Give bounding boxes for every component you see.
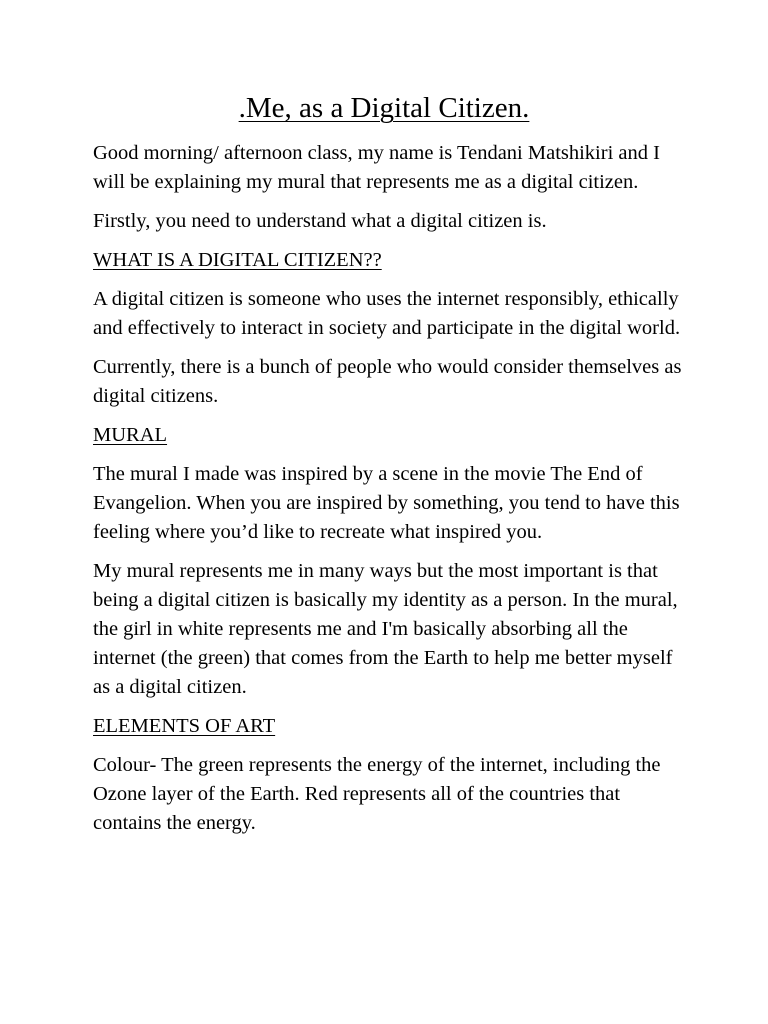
paragraph-mural-meaning: My mural represents me in many ways but the most important is that being a digital citizen is basically my identity as a person. In the mural, the girl in white represents me and I'm basically absorbing all the internet (the green) that comes from the Earth to help me better myself as a digital citizen. [93, 560, 678, 698]
document-title: .Me, as a Digital Citizen. [238, 92, 530, 124]
paragraph-intro: Good morning/ afternoon class, my name is Tendani Matshikiri and I will be explaining my mural that represents me as a digital citizen. [93, 142, 660, 193]
paragraph-colour: Colour- The green represents the energy of the internet, including the Ozone layer of the Earth. Red represents all of the countries that contains the energy. [93, 754, 661, 834]
paragraph-mural-inspiration: The mural I made was inspired by a scene in the movie The End of Evangelion. When you are inspired by something, you tend to have this feeling where you’d like to recreate what inspired you. [93, 463, 680, 543]
section-heading-elements: ELEMENTS OF ART [93, 715, 276, 737]
paragraph-definition: A digital citizen is someone who uses the internet responsibly, ethically and effectively to interact in society and participate in the digital world. [93, 288, 681, 339]
document-body [93, 139, 693, 848]
section-heading-what-is: WHAT IS A DIGITAL CITIZEN?? [93, 249, 382, 271]
paragraph-firstly: Firstly, you need to understand what a digital citizen is. [93, 210, 547, 232]
paragraph-currently: Currently, there is a bunch of people who would consider themselves as digital citizens. [93, 356, 682, 407]
section-heading-mural: MURAL [93, 424, 168, 446]
